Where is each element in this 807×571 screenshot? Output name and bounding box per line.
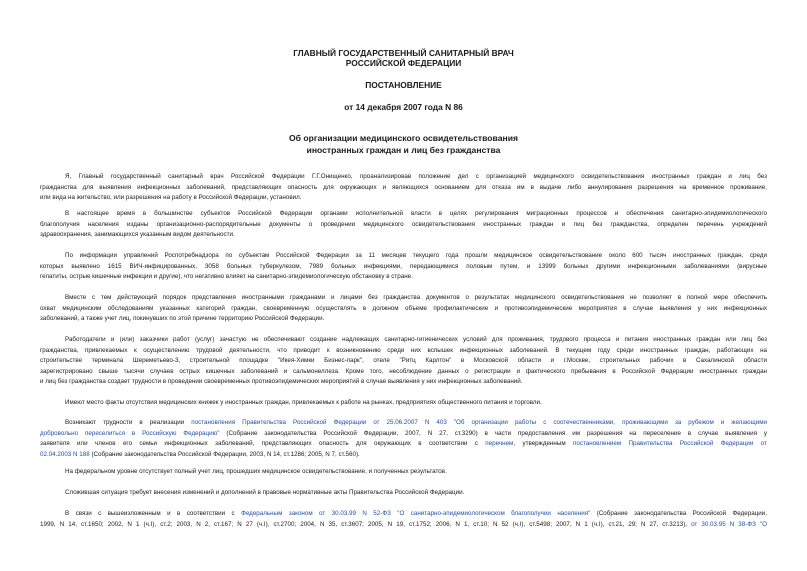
- text-run: В связи с вышеизложенным и в соответствии с: [65, 510, 242, 517]
- paragraph-line: [40, 520, 767, 531]
- paragraph-9: [40, 488, 767, 499]
- paragraph-line: благополучия населения изданы организационно-распорядительные документы о проведении медицинского освидетельствования иностранных граждан и лиц без гражданства, определен перечень учреждений: [40, 220, 767, 228]
- paragraph-line: охват медицинским обследованиям указанных категорий граждан, своевременную осуществлять в должном объеме профилактические и противоэпидемические мероприятия в случае выявления у них инфекционных: [40, 304, 767, 312]
- text-run: , утвержденным: [513, 440, 573, 448]
- document-date-number: от 14 декабря 2007 года N 86: [344, 102, 463, 112]
- paragraph-line: или вида на жительство, или разрешения на работу в Российской Федерации, установил.: [40, 194, 302, 202]
- paragraph-line: [40, 450, 767, 461]
- paragraph-line: Я, Главный государственный санитарный врач Российской Федерации Г.Г.Онищенко, проанализировав положение дел с организацией медицинского освидетельствования иностранных граждан и лиц без: [65, 173, 767, 180]
- text-run: (Собрание законодательства Российской Федерации, 2007, N 27, ст.3290) в части предоставления им разрешения на переселение в случае выявления у: [219, 429, 767, 437]
- paragraph-5: [40, 335, 767, 388]
- federal-law-52-link[interactable]: Федеральным законом от 30.03.99 N 52-ФЗ "О санитарно-эпидемиологическом благополучии населения": [241, 510, 591, 517]
- paragraph-line: здравоохранения, занимающихся указанным видом деятельности.: [40, 231, 235, 239]
- paragraph-line: заболеваний, а также учет лиц, покинувших по этой причине территорию Российской Федерации.: [40, 315, 325, 323]
- paragraph-line: На федеральном уровне отсутствует полный учет лиц, прошедших медицинское освидетельствование, и полученных результатов.: [65, 468, 447, 475]
- paragraph-10: [40, 509, 767, 530]
- text-run: заявителя или членов его семьи инфекционных заболеваний, представляющих опасность для окружающих в соответствии с: [40, 440, 486, 448]
- paragraph-3: [40, 251, 767, 283]
- paragraph-line: По информации управлений Роспотребнадзора по субъектам Российской Федерации за 11 месяцев текущего года прошли медицинское освидетельствование около 600 тысяч иностранных граждан, среди: [65, 252, 767, 259]
- text-run: 1999, N 14, ст.1650; 2002, N 1 (ч.I), ст.2; 2003, N 2, ст.167; N 27 (ч.I), ст.2700; 2004, N 35, ст.3607; 2005, N 19, ст.1752; 2006, N 1, ст.10; N 52 (ч.I), ст.5498; 2007, N 1 (ч.I), ст.21, 29; N 27, ст.3213),: [40, 520, 692, 528]
- paragraph-line: Работодатели и (или) заказчики работ (услуг) зачастую не обеспечивают создание надлежащих санитарно-гигиенических условий для проживания, трудового процесса и питания иностранных граждан или лиц без: [65, 336, 767, 343]
- paragraph-line: которых выявлено 1615 ВИЧ-инфицированных, 3058 больных туберкулезом, 7989 больных инфекциями, передающимися половым путем, и 13999 больных другими инфекционными заболеваниями (вирусные: [40, 262, 767, 270]
- text-run: (Собрание законодательства Российской Федерации,: [590, 510, 767, 517]
- text-run: (Собрание законодательства Российской Федерации, 2003, N 14, ст.1286; 2005, N 7, ст.560).: [89, 450, 360, 458]
- paragraph-line: [40, 418, 767, 429]
- paragraph-line: В настоящее время в большинстве субъектов Российской Федерации органами исполнительной власти в целях регулирования миграционных процессов и обеспечения санитарно-эпидемиологического: [65, 210, 767, 217]
- paragraph-8: [40, 467, 767, 478]
- paragraph-line: [40, 509, 767, 520]
- paragraph-line: гражданства, привлекаемых к осуществлению трудовой деятельности, что приводит к возникновению среди них вспышек инфекционных заболеваний. В текущем году среди иностранных граждан, работающих на: [40, 346, 767, 354]
- paragraph-6: [40, 398, 767, 409]
- paragraph-7: [40, 418, 767, 460]
- paragraph-1: [40, 172, 767, 204]
- paragraph-line: зарегистрировано свыше тысячи случаев острых кишечных заболеваний и сальмонеллеза. Кроме того, несоблюдение данных о регистрации и фактического пребывания в Российской Федерации иностранных граждан: [40, 367, 767, 375]
- paragraph-line: [40, 439, 767, 450]
- paragraph-line: Сложившая ситуация требует внесения изменений и дополнений в правовые нормативные акты Правительства Российской Федерации.: [65, 489, 465, 496]
- paragraph-line: и лиц без гражданства создает трудности в проведении своевременных противоэпидемических мероприятий в случае выявления у них инфекционных заболеваний.: [40, 378, 523, 386]
- paragraph-line: Вместе с тем действующий порядок представления иностранными гражданами и лицами без гражданства документов о результатах медицинского освидетельствования не позволяет в полной мере обеспечить: [65, 294, 767, 301]
- issuer-line-2: РОССИЙСКОЙ ФЕДЕРАЦИИ: [345, 58, 462, 68]
- document-type: ПОСТАНОВЛЕНИЕ: [365, 80, 442, 90]
- federal-law-38-link[interactable]: от 30.03.95 N 38-ФЗ "О: [691, 520, 767, 528]
- disease-list-link[interactable]: перечнем: [485, 440, 514, 448]
- paragraph-2: [40, 209, 767, 241]
- paragraph-line: гепатиты, острые кишечные инфекции и другие), что негативно влияет на санитарно-эпидемиологическую обстановку в стране.: [40, 273, 413, 281]
- decree-403-link[interactable]: добровольно переселиться в Российскую Федерацию": [40, 429, 220, 437]
- paragraph-line: [40, 429, 767, 440]
- decree-403-link[interactable]: постановления Правительства Российской Федерации от 25.06.2007 N 403 "Об организации работы с соотечественниками, проживающими за рубежом и желающими: [191, 419, 767, 426]
- paragraph-4: [40, 293, 767, 325]
- document-title-line-1: Об организации медицинского освидетельствования: [288, 133, 518, 143]
- issuer-line-1: ГЛАВНЫЙ ГОСУДАРСТВЕННЫЙ САНИТАРНЫЙ ВРАЧ: [293, 48, 514, 58]
- decree-188-link[interactable]: 02.04.2003 N 188: [40, 450, 90, 458]
- text-run: Возникают трудности в реализации: [65, 419, 192, 426]
- paragraph-line: гражданства для выявления инфекционных заболеваний, представляющих опасность для окружающих и являющихся основанием для отказа им в выдаче либо аннулирования разрешения на временное проживание,: [40, 183, 767, 191]
- paragraph-line: Имеют место факты отсутствия медицинских книжек у иностранных граждан, привлекаемых к работе на рынках, предприятиях общественного питания и торговли.: [65, 399, 542, 406]
- decree-188-link[interactable]: постановлением Правительства Российской Федерации от: [573, 440, 767, 448]
- document-title-line-2: иностранных граждан и лиц без гражданства: [306, 145, 501, 155]
- paragraph-line: строительстве терминала Шереметьево-3, строительной площадке "Икея-Химки Бизнес-парк", отеле "Ритц Карлтон" в Московской области и г.Москве, строительных рабочих в Сахалинской области: [40, 357, 767, 365]
